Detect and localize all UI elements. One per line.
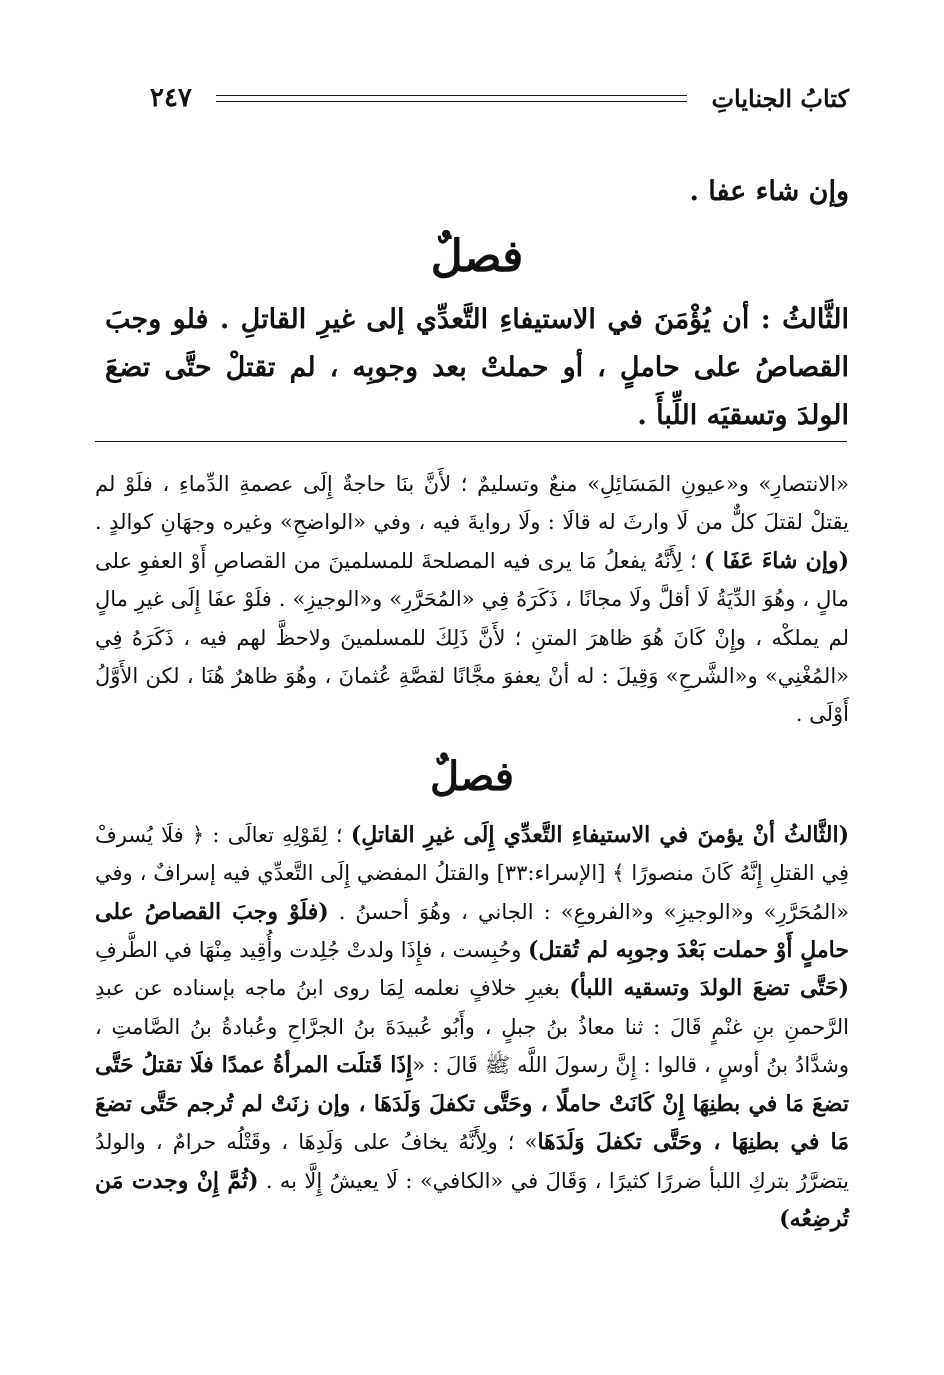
main-paragraph: الثَّالثُ : أن يُؤْمَنَ في الاستيفاءِ التَّعدِّي إلى غيرِ القاتلِ . فلو وجبَ القصاصُ على حاملٍ ، أو حملتْ بعد وجوبِه ، لم تقتلْ حتَّى تضعَ الولدَ وتسقيَه اللِّبأَ . xyxy=(105,304,849,431)
footnote-separator xyxy=(95,441,847,442)
commentary-section-heading: فصلٌ xyxy=(429,752,515,800)
page-number: ٢٤٧ xyxy=(150,83,192,113)
commentary-text: بغيرِ خلافٍ نعلمه لِمَا روى ابنُ ماجه بإسناده عن عبدِ الرَّحمنِ بنِ غنْمٍ قَالَ : ثنا معاذُ بنُ جبلٍ ، وأَبُو عُبيدَةَ بنُ الجرَّاحِ وعُبادةُ بنُ الصَّامتِ ، وشدَّادُ بنُ أوسٍ ، قالوا : إِنَّ رسولَ اللَّه ﷺ قَالَ : « xyxy=(95,976,849,1078)
main-intro-line: وإن شاء عفا . xyxy=(689,176,849,207)
commentary-text: » ؛ ولِأَنَّهُ يخافُ على وَلَدِهَا ، وقَتْلُه حرامٌ ، والولدُ يتضرَّرُ بتركِ اللبأ ضررًا كثيرًا ، وَقَالَ في «الكافي» : لَا يعيشُ إِلَّا به . xyxy=(95,1130,849,1193)
commentary-paragraph-2 xyxy=(95,816,849,1238)
quoted-matn: (ثُمَّ إِنْ وجدت مَن تُرضِعُه) xyxy=(95,1167,849,1232)
running-title: كتابُ الجناياتِ xyxy=(711,83,849,113)
section-heading: فصلٌ xyxy=(430,231,524,282)
quoted-matn: (وإن شاءَ عَفَا ) xyxy=(704,547,849,574)
quoted-matn: (الثَّالثُ أنْ يؤمنَ في الاستيفاءِ التَّعدِّي إِلَى غيرِ القاتلِ) xyxy=(350,821,849,848)
commentary-text: وحُبِست ، فإِذَا ولدتْ جُلِدت وأُقِيد مِنْهَا في الطَّرفِ xyxy=(95,938,529,963)
page-header xyxy=(150,78,849,118)
commentary-text: «الانتصارِ» و«عيونِ المَسَائِلِ» منعٌ وتسليمٌ ؛ لأَنَّ بنَا حاجةٌ إِلَى عصمةِ الدِّماءِ ، فلَوْ لم يقتلْ لقتلَ كلٌّ من لَا وارثَ له قالَا : ولَا روايةَ فيه ، وفي «الواضحِ» وغيره وجهَانِ كوالدٍ . xyxy=(95,472,849,535)
commentary-paragraph-1 xyxy=(95,465,849,734)
commentary-text: ؛ لِقَوْلِهِ تعالَى : ﴿ فلَا يُسرفْ فِي القتلِ إِنَّهُ كَانَ منصورًا ﴾ [الإسراء:٣٣] والقتلُ المفضي إِلَى التَّعدِّي فيه إسرافٌ ، وفي «المُحَرَّرِ» و«الوجيزِ» و«الفروعِ» : الجاني ، وهُوَ أحسنُ . xyxy=(95,822,849,924)
header-rule xyxy=(216,95,688,102)
commentary-text: ؛ لِأَنَّهُ يفعلُ مَا يرى فيه المصلحةَ للمسلمينَ من القصاصِ أَوْ العفوِ على مالٍ ، وهُوَ الدِّيَةُ لَا أقلَّ ولَا مجانًا ، ذَكَرَهُ فِي «المُحَرَّرِ» و«الوجيزِ» . فلَوْ عفَا إِلَى غيرِ مالٍ لم يملكْه ، وإِنْ كَانَ هُوَ ظاهرَ المتنِ ؛ لأَنَّ ذَلِكَ للمسلمينَ ولاحظَّ لهم فيه ، ذَكَرَهُ فِي «المُغْنِي» و«الشَّرحِ» وَقِيلَ : له أنْ يعفوَ مجَّانًا لقصَّةِ عُثمانَ ، وهُوَ ظاهرٌ هُنَا ، لكن الأَوَّلُ أَوْلَى . xyxy=(95,548,849,727)
hadith-quote: إِذَا قَتلَت المرأةُ عمدًا فلَا تقتلُ حَتَّى تضعَ مَا في بطنِهَا إِنْ كَانَتْ حاملًا ، وحَتَّى تكفلَ وَلَدَهَا ، وإن زنَتْ لم تُرجم حَتَّى تضعَ مَا في بطنِهَا ، وحَتَّى تكفلَ وَلَدَهَا xyxy=(95,1052,849,1156)
quoted-matn: (فلَوْ وجبَ القصاصُ على حاملٍ أَوْ حملت بَعْدَ وجوبِه لم تُقتل) xyxy=(95,898,849,964)
quoted-matn: (حَتَّى تضعَ الولدَ وتسقيه اللبأ) xyxy=(569,975,849,1002)
commentary xyxy=(95,465,849,1238)
main-text xyxy=(105,168,849,440)
